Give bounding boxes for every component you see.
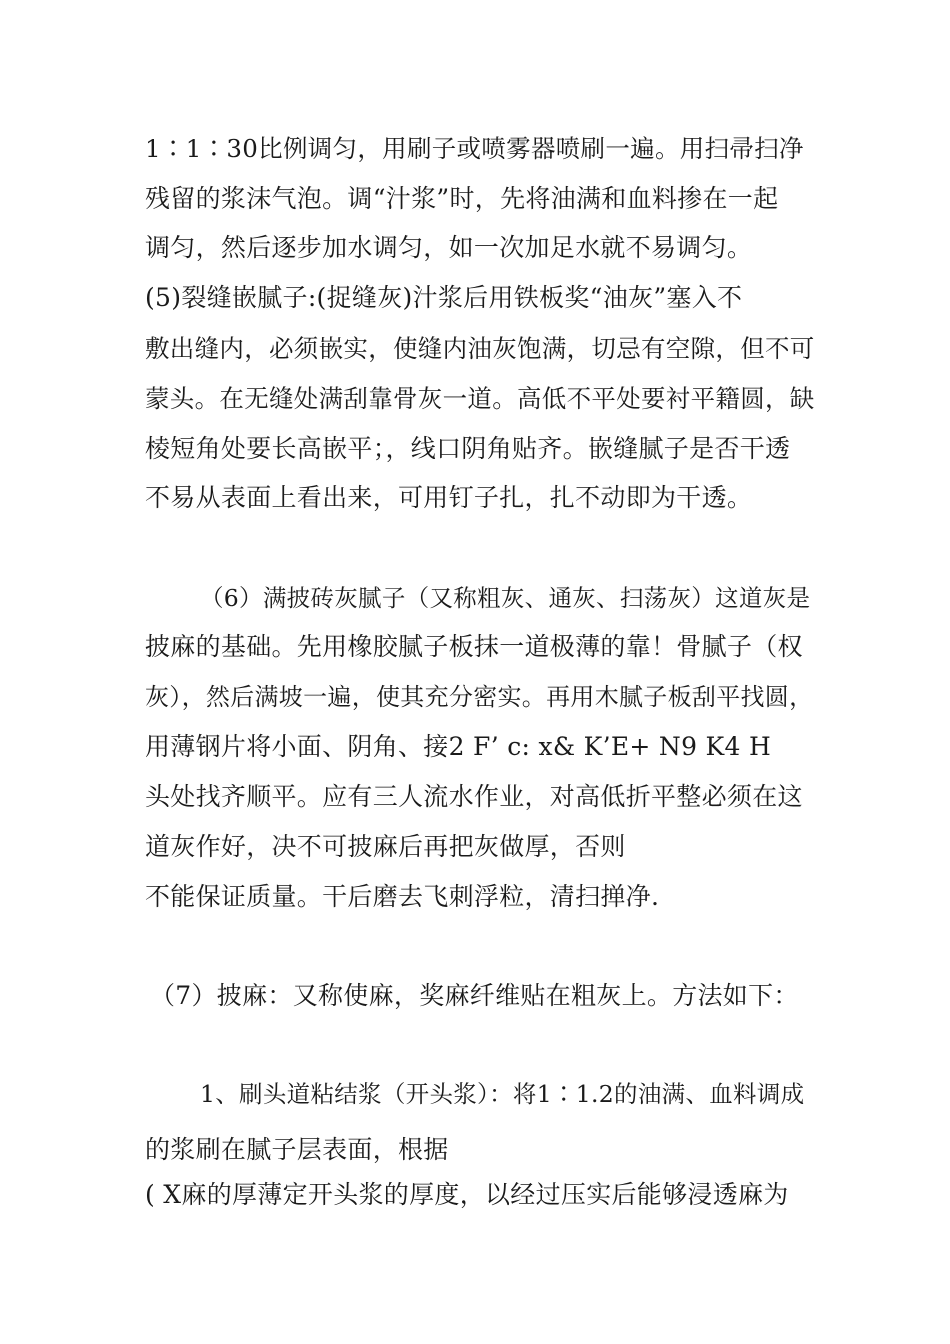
- text-line: 用薄钢片将小面、阴角、接2 F’ c: x& K’E+ N9 K4 H: [145, 732, 772, 761]
- text-line: 披麻的基础。先用橡胶腻子板抹一道极薄的靠！骨腻子（权: [145, 632, 803, 661]
- text-line: （6）满披砖灰腻子（又称粗灰、通灰、扫荡灰）这道灰是: [200, 584, 811, 612]
- text-line: 灰），然后满坡一遍，使其充分密实。再用木腻子板刮平找圆，: [145, 683, 814, 711]
- text-line: 蒙头。在无缝处满刮靠骨灰一道。高低不平处要衬平籍圆，缺: [145, 384, 815, 413]
- text-line: 不能保证质量。干后磨去飞刺浮粒，清扫掸净.: [145, 882, 660, 911]
- text-line: 的浆刷在腻子层表面，根据: [145, 1135, 449, 1164]
- text-line: 道灰作好，决不可披麻后再把灰做厚，否则: [145, 832, 626, 861]
- text-line: 棱短角处要长高嵌平；，线口阴角贴齐。嵌缝腻子是否干透: [145, 434, 791, 463]
- text-line: ( X麻的厚薄定开头浆的厚度，以经过压实后能够浸透麻为: [145, 1180, 789, 1209]
- text-line: 残留的浆沫气泡。调“汁浆”时，先将油满和血料掺在一起: [145, 184, 779, 213]
- text-line: 敷出缝内，必须嵌实，使缝内油灰饱满，切忌有空隙，但不可: [145, 334, 815, 363]
- text-line: （7）披麻：又称使麻，奖麻纤维贴在粗灰上。方法如下：: [150, 981, 799, 1010]
- text-line: 1、刷头道粘结浆（开头浆）：将1∶1.2的油满、血料调成: [200, 1080, 805, 1108]
- text-line: 不易从表面上看出来，可用钉子扎，扎不动即为干透。: [145, 483, 753, 512]
- text-line: 1∶1∶30比例调匀，用刷子或喷雾器喷刷一遍。用扫帚扫净: [145, 134, 804, 163]
- text-line: 头处找齐顺平。应有三人流水作业，对高低折平整必须在这: [145, 782, 803, 811]
- text-line: (5)裂缝嵌腻子:(捉缝灰)汁浆后用铁板奖“油灰”塞入不: [145, 283, 743, 312]
- text-line: 调匀，然后逐步加水调匀，如一次加足水就不易调匀。: [145, 233, 753, 262]
